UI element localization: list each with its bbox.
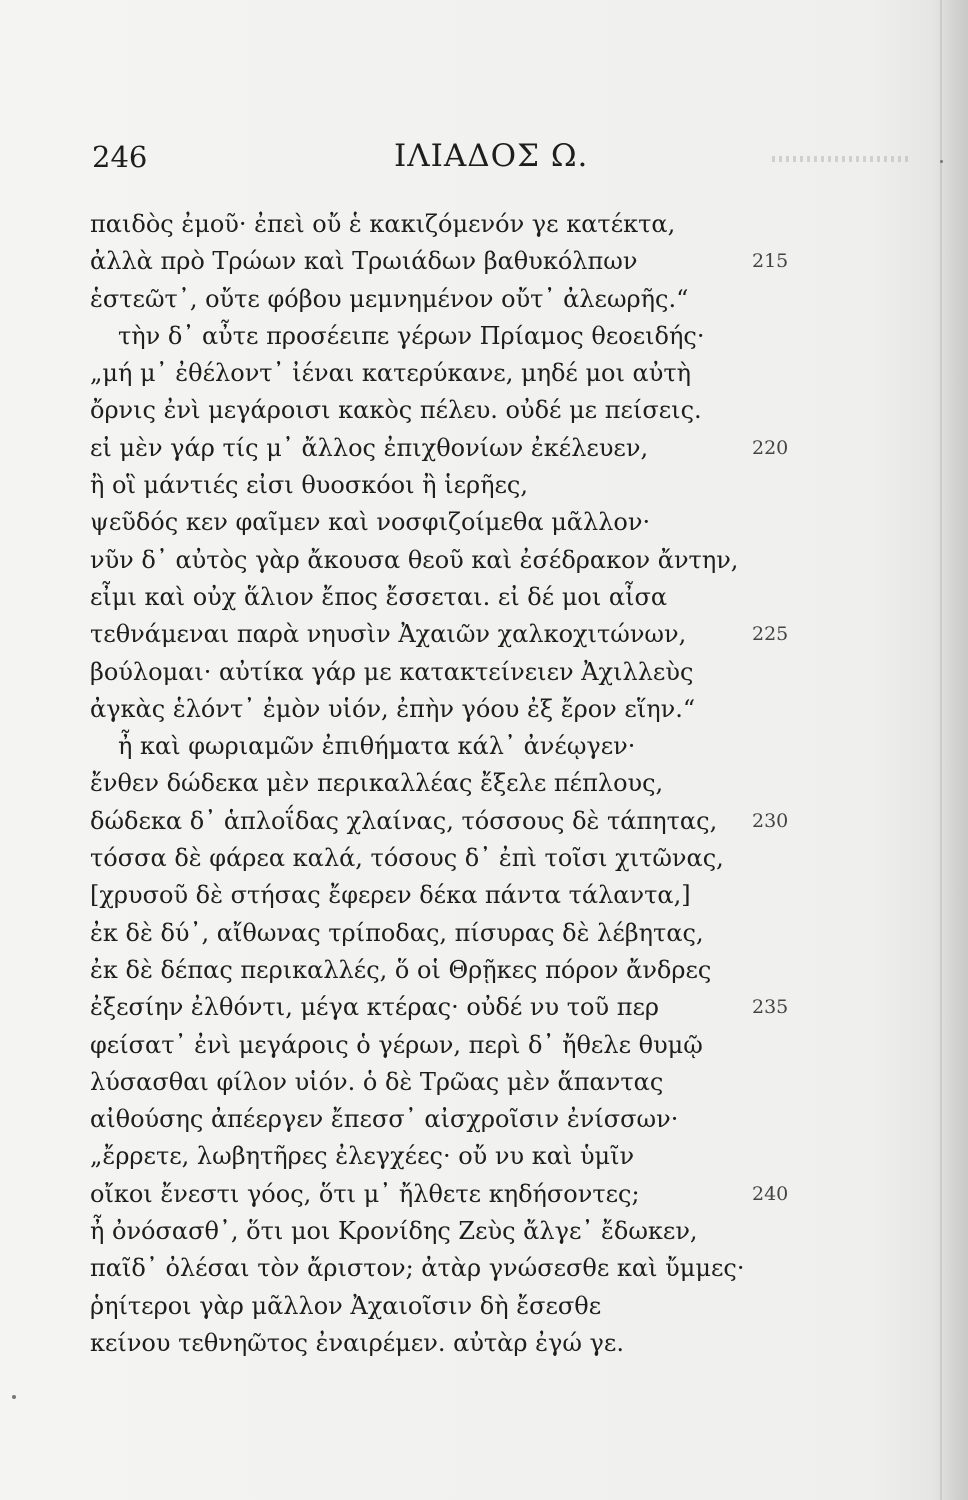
verse-line: ῥηίτεροι γὰρ μᾶλλον Ἀχαιοῖσιν δὴ ἔσεσθε bbox=[90, 1291, 602, 1320]
verse-line: εἰ μὲν γάρ τίς μ᾽ ἄλλος ἐπιχθονίων ἐκέλευεν, bbox=[90, 433, 649, 462]
verse-line: οἴκοι ἔνεστι γόος, ὅτι μ᾽ ἤλθετε κηδήσοντες; bbox=[90, 1179, 640, 1208]
verse-line: ἦ καὶ φωριαμῶν ἐπιθήματα κάλ᾽ ἀνέῳγεν· bbox=[118, 732, 636, 761]
paper-speck bbox=[12, 1395, 16, 1399]
verse-line: [χρυσοῦ δὲ στήσας ἔφερεν δέκα πάντα τάλαντα,] bbox=[90, 881, 691, 910]
verse-line: δώδεκα δ᾽ ἁπλοΐδας χλαίνας, τόσσους δὲ τάπητας, bbox=[90, 806, 718, 835]
verse-line: ὄρνις ἐνὶ μεγάροισι κακὸς πέλευ. οὐδέ με πείσεις. bbox=[90, 396, 702, 425]
verse-line: „ἔρρετε, λωβητῆρες ἐλεγχέες· οὔ νυ καὶ ὑμῖν bbox=[90, 1142, 635, 1171]
verse-line: ἐκ δὲ δύ᾽, αἴθωνας τρίποδας, πίσυρας δὲ λέβητας, bbox=[90, 918, 704, 947]
running-title: ΙΛΙΑΔΟΣ Ω. bbox=[394, 138, 589, 174]
margin-line-number: 225 bbox=[752, 623, 789, 646]
paper-speck bbox=[940, 160, 943, 163]
verse-line: ἢ οἳ μάντιές εἰσι θυοσκόοι ἢ ἱερῆες, bbox=[90, 471, 528, 500]
margin-line-number: 235 bbox=[752, 996, 789, 1019]
verse-line: παῖδ᾽ ὀλέσαι τὸν ἄριστον; ἀτὰρ γνώσεσθε καὶ ὔμμες· bbox=[90, 1254, 745, 1283]
verse-line: αἰθούσης ἀπέεργεν ἔπεσσ᾽ αἰσχροῖσιν ἐνίσσων· bbox=[90, 1105, 679, 1134]
verse-line: ἐκ δὲ δέπας περικαλλές, ὅ οἱ Θρῇκες πόρον ἄνδρες bbox=[90, 955, 712, 984]
margin-line-number: 240 bbox=[752, 1182, 789, 1205]
margin-line-number: 220 bbox=[752, 436, 789, 459]
verse-line: ἐξεσίην ἐλθόντι, μέγα κτέρας· οὐδέ νυ τοῦ περ bbox=[90, 993, 660, 1022]
page-number: 246 bbox=[92, 140, 148, 174]
verse-line: τεθνάμεναι παρὰ νηυσὶν Ἀχαιῶν χαλκοχιτώνων, bbox=[90, 620, 687, 649]
margin-line-number: 215 bbox=[752, 250, 789, 273]
verse-line: λύσασθαι φίλον υἱόν. ὁ δὲ Τρῶας μὲν ἅπαντας bbox=[90, 1067, 664, 1096]
verse-line: ἦ ὀνόσασθ᾽, ὅτι μοι Κρονίδης Ζεὺς ἄλγε᾽ ἔδωκεν, bbox=[90, 1217, 698, 1246]
verse-line: νῦν δ᾽ αὐτὸς γὰρ ἄκουσα θεοῦ καὶ ἐσέδρακον ἄντην, bbox=[90, 545, 739, 574]
margin-line-number: 230 bbox=[752, 809, 789, 832]
verse-line: ἑστεῶτ᾽, οὔτε φόβου μεμνημένον οὔτ᾽ ἀλεωρῆς.“ bbox=[90, 284, 689, 313]
verse-line: εἶμι καὶ οὐχ ἅλιον ἔπος ἔσσεται. εἰ δέ μοι αἶσα bbox=[90, 582, 668, 611]
print-smudge bbox=[772, 156, 912, 162]
verse-line: ἀλλὰ πρὸ Τρώων καὶ Τρωιάδων βαθυκόλπων bbox=[90, 247, 638, 276]
verse-line: ψεῦδός κεν φαῖμεν καὶ νοσφιζοίμεθα μᾶλλον· bbox=[90, 508, 651, 537]
verse-line: κείνου τεθνηῶτος ἐναιρέμεν. αὐτὰρ ἐγώ γε. bbox=[90, 1328, 624, 1357]
page-header bbox=[92, 132, 832, 180]
verse-line: ἀγκὰς ἑλόντ᾽ ἐμὸν υἱόν, ἐπὴν γόου ἐξ ἔρον εἵην.“ bbox=[90, 694, 696, 723]
verse-line: ἔνθεν δώδεκα μὲν περικαλλέας ἔξελε πέπλους, bbox=[90, 769, 664, 798]
verse-line: „μή μ᾽ ἐθέλοντ᾽ ἰέναι κατερύκανε, μηδέ μοι αὐτὴ bbox=[90, 359, 691, 388]
verse-line: τόσσα δὲ φάρεα καλά, τόσους δ᾽ ἐπὶ τοῖσι χιτῶνας, bbox=[90, 844, 724, 873]
verse-text bbox=[90, 206, 790, 1362]
verse-line: βούλομαι· αὐτίκα γάρ με κατακτείνειεν Ἀχιλλεὺς bbox=[90, 657, 694, 686]
verse-line: φείσατ᾽ ἐνὶ μεγάροις ὁ γέρων, περὶ δ᾽ ἤθελε θυμῷ bbox=[90, 1030, 703, 1059]
verse-line: τὴν δ᾽ αὖτε προσέειπε γέρων Πρίαμος θεοειδής· bbox=[118, 321, 705, 350]
verse-line: παιδὸς ἐμοῦ· ἐπεὶ οὔ ἑ κακιζόμενόν γε κατέκτα, bbox=[90, 210, 676, 238]
binding-line bbox=[940, 0, 942, 1500]
